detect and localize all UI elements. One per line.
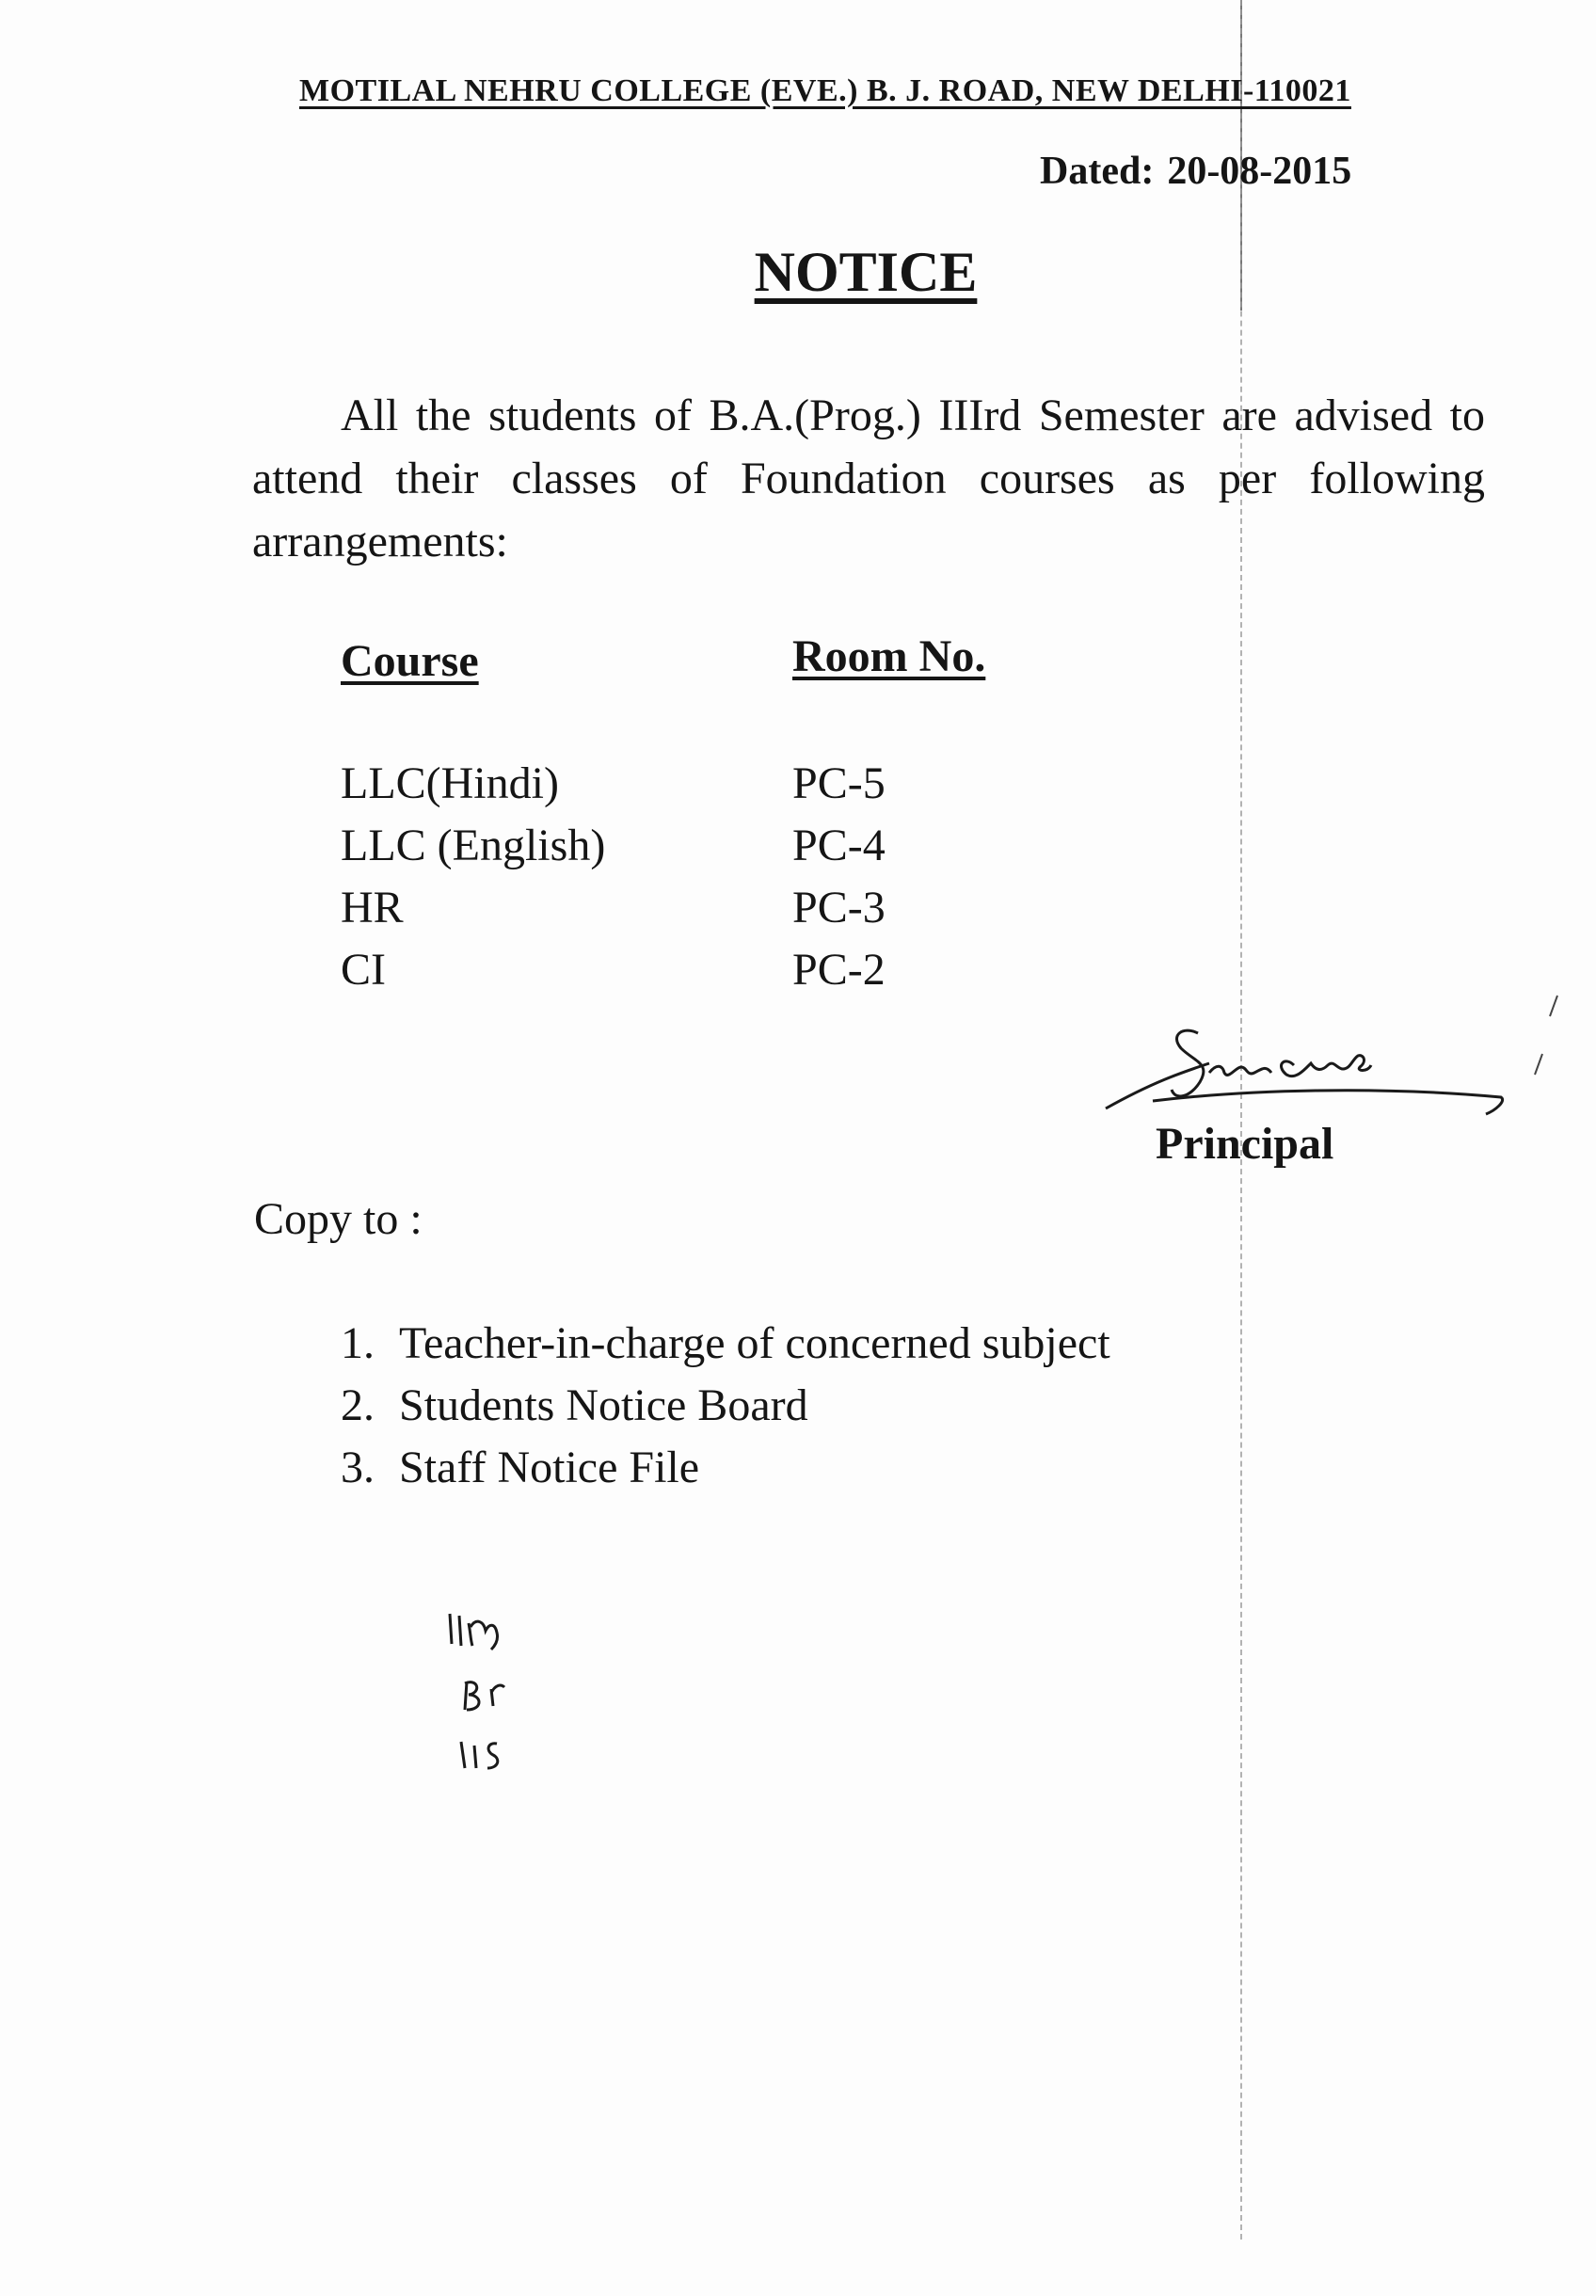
course-cell: HR — [341, 883, 404, 933]
date-label: Dated: — [1040, 150, 1155, 193]
course-column-header: Course — [341, 636, 479, 686]
list-item-text: Teacher-in-charge of concerned subject — [399, 1318, 1110, 1368]
list-item-text: Students Notice Board — [399, 1380, 808, 1430]
copy-to-label: Copy to : — [254, 1194, 423, 1244]
course-cell: LLC(Hindi) — [341, 758, 559, 808]
handwritten-initials-icon — [433, 1595, 565, 1783]
college-letterhead: MOTILAL NEHRU COLLEGE (EVE.) B. J. ROAD, NEW DELHI-110021 — [299, 73, 1351, 108]
notice-body: All the students of B.A.(Prog.) IIIrd Semester are advised to attend their classes of Foundation courses as per following arrangements: — [252, 391, 1485, 566]
room-cell: PC-5 — [792, 758, 886, 808]
list-item — [341, 1375, 1110, 1437]
date-value: 20-08-2015 — [1167, 150, 1352, 193]
room-column-header: Room No. — [792, 631, 986, 681]
course-cell: CI — [341, 945, 386, 995]
stray-pen-mark-icon — [1529, 988, 1567, 1082]
notice-title: NOTICE — [754, 241, 978, 303]
handwritten-signature-icon — [1096, 1007, 1510, 1129]
list-item-number: 1. — [341, 1318, 375, 1368]
list-item — [341, 1313, 1110, 1375]
room-cell: PC-4 — [792, 821, 886, 870]
notice-date — [1040, 149, 1351, 194]
room-cell: PC-2 — [792, 945, 886, 995]
list-item-number: 3. — [341, 1443, 375, 1492]
signatory-title: Principal — [1156, 1119, 1334, 1169]
list-item-number: 2. — [341, 1380, 375, 1430]
list-item — [341, 1437, 1110, 1499]
copy-to-list — [341, 1313, 1110, 1499]
list-item-text: Staff Notice File — [399, 1443, 700, 1492]
course-cell: LLC (English) — [341, 821, 606, 870]
room-cell: PC-3 — [792, 883, 886, 933]
